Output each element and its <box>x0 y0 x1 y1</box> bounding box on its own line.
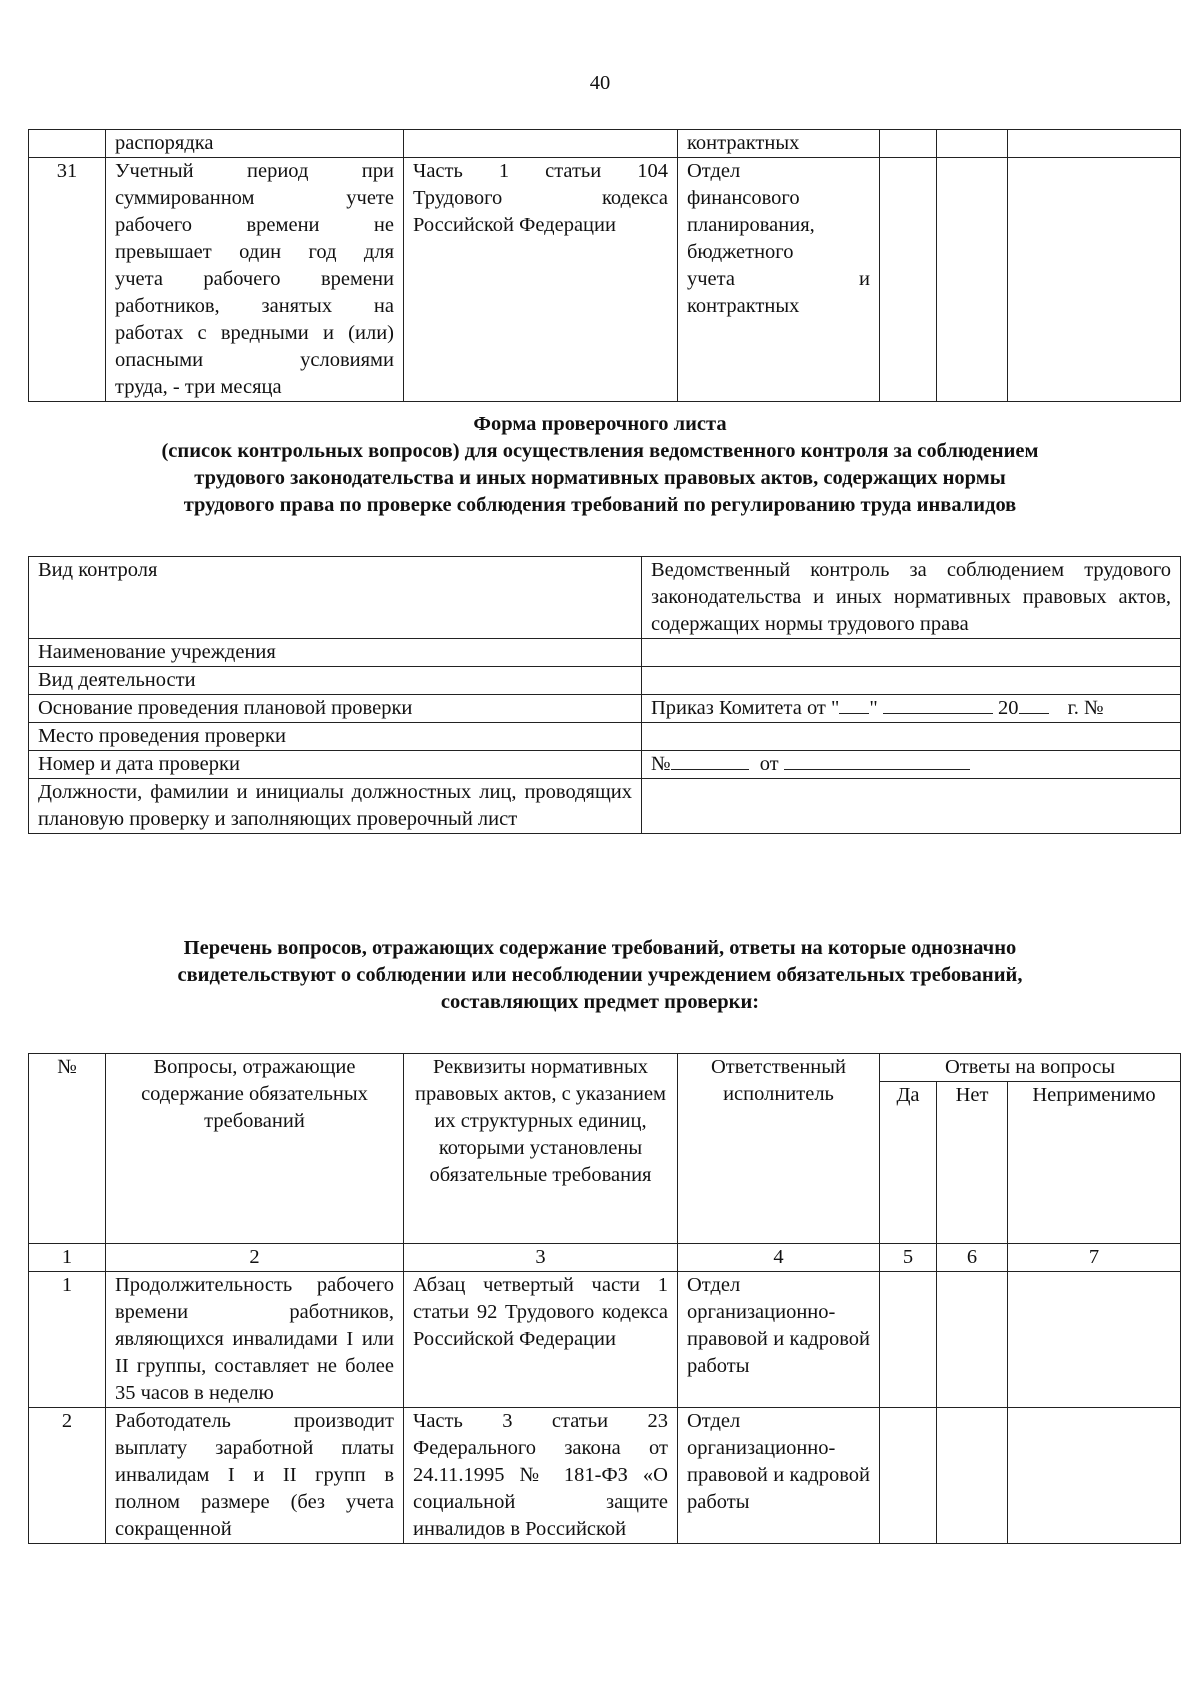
officials-field[interactable] <box>642 779 1181 834</box>
number-blank[interactable] <box>671 751 749 770</box>
question-cell: Учетный период при суммированном учете рабочего времени не превышает один год для учета рабочего времени работников, занятых на работах с вредными и (или) опасными условиями труда, - три месяца <box>106 158 404 402</box>
answer-na-cell[interactable] <box>1008 158 1181 402</box>
executor-cell: Отдел организационно-правовой и кадровой работы <box>678 1272 880 1408</box>
table-row <box>29 1408 1181 1544</box>
answer-no-cell[interactable] <box>937 1408 1008 1544</box>
executor-cell: контрактных <box>678 130 880 158</box>
column-number-row: 1 2 3 4 5 6 7 <box>29 1244 1181 1272</box>
month-blank[interactable] <box>883 695 993 714</box>
activity-field[interactable] <box>642 667 1181 695</box>
table-row <box>29 158 1181 402</box>
question-cell: Работодатель производит выплату заработной платы инвалидам I и II групп в полном размере (без учета сокращенной <box>106 1408 404 1544</box>
header-question: Вопросы, отражающие содержание обязательных требований <box>106 1054 404 1244</box>
act-cell: Абзац четвертый части 1 статьи 92 Трудового кодекса Российской Федерации <box>404 1272 678 1408</box>
institution-field[interactable] <box>642 639 1181 667</box>
day-blank[interactable] <box>839 695 869 714</box>
table-row <box>29 130 1181 158</box>
act-cell: Часть 3 статьи 23 Федерального закона от 24.11.1995 № 181-ФЗ «О социальной защите инвалидов в Российской <box>404 1408 678 1544</box>
date-blank[interactable] <box>784 751 970 770</box>
question-cell: Продолжительность рабочего времени работников, являющихся инвалидами I или II группы, составляет не более 35 часов в неделю <box>106 1272 404 1408</box>
number-date-label: Номер и дата проверки <box>29 751 642 779</box>
control-type-label: Вид контроля <box>29 557 642 639</box>
table-row <box>29 557 1181 639</box>
answer-na-cell[interactable] <box>1008 1408 1181 1544</box>
year-blank[interactable] <box>1019 695 1049 714</box>
header-no: Нет <box>937 1082 1008 1244</box>
header-na: Неприменимо <box>1008 1082 1181 1244</box>
table-row <box>29 667 1181 695</box>
header-answers: Ответы на вопросы <box>880 1054 1181 1082</box>
table-row <box>29 695 1181 723</box>
question-cell: распорядка <box>106 130 404 158</box>
continued-requirements-table <box>28 129 1181 402</box>
answer-yes-cell[interactable] <box>880 1272 937 1408</box>
inspection-form-table <box>28 556 1181 834</box>
table-row <box>29 751 1181 779</box>
row-number: 31 <box>29 158 106 402</box>
page-number: 40 <box>589 72 611 94</box>
number-date-field[interactable]: № от <box>642 751 1181 779</box>
header-act: Реквизиты нормативных правовых актов, с указанием их структурных единиц, которыми установлены обязательные требования <box>404 1054 678 1244</box>
institution-label: Наименование учреждения <box>29 639 642 667</box>
executor-cell: Отдел организационно-правовой и кадровой работы <box>678 1408 880 1544</box>
table-row <box>29 723 1181 751</box>
executor-cell: Отдел финансового планирования, бюджетного учета и контрактных <box>678 158 880 402</box>
row-number: 1 <box>29 1272 106 1408</box>
answer-yes-cell[interactable] <box>880 158 937 402</box>
place-field[interactable] <box>642 723 1181 751</box>
header-yes: Да <box>880 1082 937 1244</box>
table-row <box>29 779 1181 834</box>
answer-yes-cell[interactable] <box>880 1408 937 1544</box>
basis-field[interactable]: Приказ Комитета от " " 20 г. № <box>642 695 1181 723</box>
header-executor: Ответственный исполнитель <box>678 1054 880 1244</box>
table-row <box>29 1272 1181 1408</box>
officials-label: Должности, фамилии и инициалы должностных лиц, проводящих плановую проверку и заполняющих проверочный лист <box>29 779 642 834</box>
questions-table <box>28 1053 1181 1544</box>
answer-na-cell[interactable] <box>1008 1272 1181 1408</box>
form-heading: Форма проверочного листа (список контрольных вопросов) для осуществления ведомственного контроля за соблюдением трудового законодательства и иных нормативных правовых актов, содержащих нормы трудового права по проверке соблюдения требований по регулированию труда инвалидов <box>161 413 1039 516</box>
header-num: № <box>29 1054 106 1244</box>
control-type-value: Ведомственный контроль за соблюдением трудового законодательства и иных нормативных правовых актов, содержащих нормы трудового права <box>642 557 1181 639</box>
questions-list-heading: Перечень вопросов, отражающих содержание требований, ответы на которые однозначно свидетельствуют о соблюдении или несоблюдении учреждением обязательных требований, составляющих предмет проверки: <box>177 937 1023 1013</box>
answer-no-cell[interactable] <box>937 1272 1008 1408</box>
act-cell: Часть 1 статьи 104 Трудового кодекса Российской Федерации <box>404 158 678 402</box>
table-row <box>29 639 1181 667</box>
basis-label: Основание проведения плановой проверки <box>29 695 642 723</box>
header-row <box>29 1054 1181 1082</box>
row-number: 2 <box>29 1408 106 1544</box>
activity-label: Вид деятельности <box>29 667 642 695</box>
place-label: Место проведения проверки <box>29 723 642 751</box>
answer-no-cell[interactable] <box>937 158 1008 402</box>
